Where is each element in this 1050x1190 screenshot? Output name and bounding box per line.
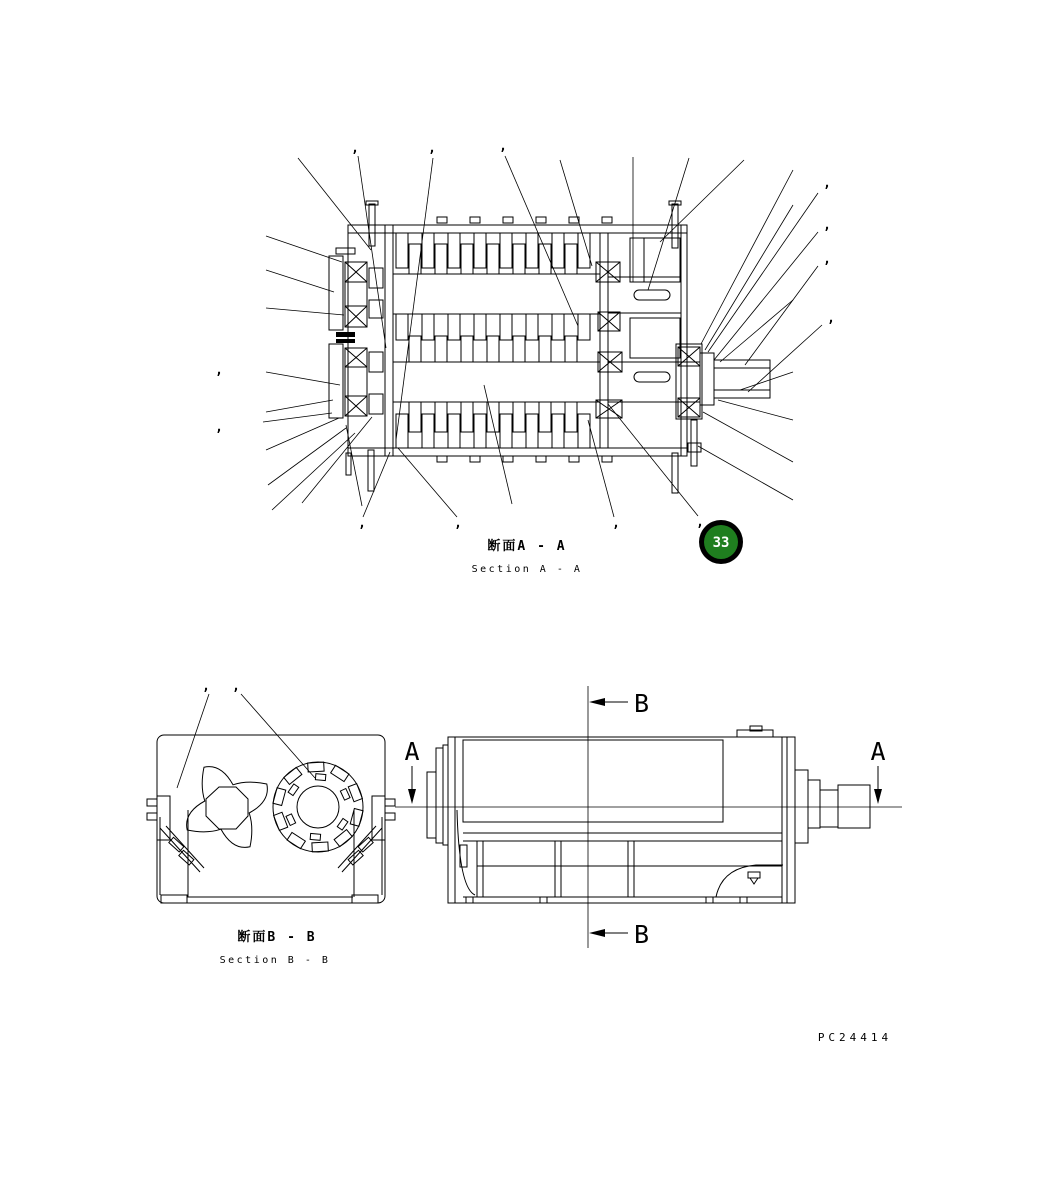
section-a-title-jp: 断面A - A [487, 539, 567, 554]
claw-rotor [187, 767, 268, 848]
callout-comma: , [215, 420, 223, 435]
cutter-tooth [308, 762, 324, 772]
callout-comma: , [823, 218, 831, 233]
bolt-head [385, 799, 395, 806]
callout-labels [202, 139, 835, 694]
leader-line [398, 448, 457, 517]
leader-line [484, 385, 512, 504]
drawing-part-code: PC24414 [817, 1031, 893, 1044]
tooth-bolt [288, 784, 299, 796]
section-b-title-jp: 断面B - B [237, 930, 317, 945]
cutter-tooth [287, 832, 305, 848]
bolt-head [385, 813, 395, 820]
bolt-head [470, 217, 480, 223]
leader-line [268, 428, 346, 485]
keyway-slot [634, 372, 670, 382]
leader-line [241, 694, 315, 778]
coupling-block [838, 785, 870, 828]
rotor-teeth [396, 233, 590, 448]
section-cut-markers [395, 686, 902, 949]
leader-line [588, 420, 614, 517]
bolt-head [437, 456, 447, 462]
cutter-tooth [334, 830, 352, 847]
section-b-title-en: Section B - B [219, 955, 331, 966]
section-b-view [147, 735, 395, 903]
leader-line [703, 412, 793, 462]
arrow-icon [408, 789, 416, 804]
bolt-head [536, 456, 546, 462]
bolt-head [503, 456, 513, 462]
leader-line [263, 413, 332, 422]
toothed-rotor [273, 762, 363, 852]
tooth-bolt [337, 818, 348, 830]
leader-line [714, 232, 818, 360]
bolt-head [437, 217, 447, 223]
cutter-tooth [273, 788, 286, 806]
bolt-head [147, 799, 157, 806]
bolt-head [748, 872, 760, 878]
cutter-tooth [274, 812, 288, 830]
callout-comma: , [612, 516, 620, 531]
inspection-panel [463, 740, 723, 822]
keyway-slot [634, 290, 670, 300]
bolt-icon [336, 339, 355, 343]
callout-comma: , [827, 311, 835, 326]
right-bracket [338, 796, 395, 872]
bb-housing [157, 735, 385, 903]
bolt-head [602, 217, 612, 223]
callout-comma: , [202, 679, 210, 694]
callout-comma: , [499, 139, 507, 154]
right-gear-housing [630, 238, 680, 382]
leader-line [266, 418, 339, 450]
angled-bolt [169, 837, 184, 852]
leader-line [748, 325, 822, 392]
angled-bolt [358, 837, 373, 852]
bolt-head [503, 217, 513, 223]
leader-line [718, 400, 793, 420]
leader-line [266, 308, 344, 315]
leader-line [266, 270, 334, 292]
leader-line [720, 300, 793, 362]
bolt-head [470, 456, 480, 462]
callout-comma: , [696, 515, 704, 530]
leader-line [701, 170, 793, 344]
callout-comma: , [823, 176, 831, 191]
bolt-head [602, 456, 612, 462]
arrow-icon [589, 929, 605, 937]
leader-line [648, 158, 689, 290]
bolt-head [688, 443, 701, 452]
leader-line [266, 236, 342, 262]
leader-line [358, 156, 386, 348]
cutter-tooth [348, 784, 362, 802]
bolt-head [536, 217, 546, 223]
leader-line [740, 372, 793, 390]
cutter-tooth [350, 808, 363, 826]
leader-line [177, 694, 209, 788]
marker-b-top: B [634, 689, 650, 718]
leader-line [705, 205, 793, 350]
octagon-bore [206, 787, 248, 829]
callout-comma: , [454, 516, 462, 531]
tooth-bolt [340, 789, 350, 801]
bolt-head [569, 456, 579, 462]
leader-line [272, 433, 355, 510]
leader-line [266, 400, 333, 412]
callout-comma: , [428, 141, 436, 156]
cutter-tooth [312, 842, 328, 852]
marker-a-right: A [870, 737, 886, 766]
badge-number: 33 [712, 535, 730, 551]
callout-comma: , [823, 252, 831, 267]
side-view [427, 726, 870, 903]
leader-line [346, 425, 362, 506]
leader-line [608, 404, 698, 516]
tooth-bolt [315, 774, 325, 781]
leader-line [708, 193, 818, 352]
leader-line [745, 266, 818, 365]
cutter-tooth [284, 767, 302, 784]
section-a-title-en: Section A - A [471, 564, 583, 575]
bolt-head [147, 813, 157, 820]
leader-line [505, 156, 578, 326]
callout-comma: , [232, 679, 240, 694]
tooth-bolt [310, 833, 320, 840]
leader-line [363, 452, 390, 517]
marker-a-left: A [404, 737, 420, 766]
callout-comma: , [215, 363, 223, 378]
callout-comma: , [358, 516, 366, 531]
tooth-bolt [286, 814, 296, 826]
arrow-icon [874, 789, 882, 804]
marker-b-bottom: B [634, 920, 650, 949]
item-33-badge[interactable] [699, 520, 743, 564]
callout-comma: , [351, 141, 359, 156]
cutter-tooth [331, 765, 349, 781]
bolt-icon [336, 332, 355, 337]
leader-line [396, 158, 433, 440]
arrow-icon [589, 698, 605, 706]
